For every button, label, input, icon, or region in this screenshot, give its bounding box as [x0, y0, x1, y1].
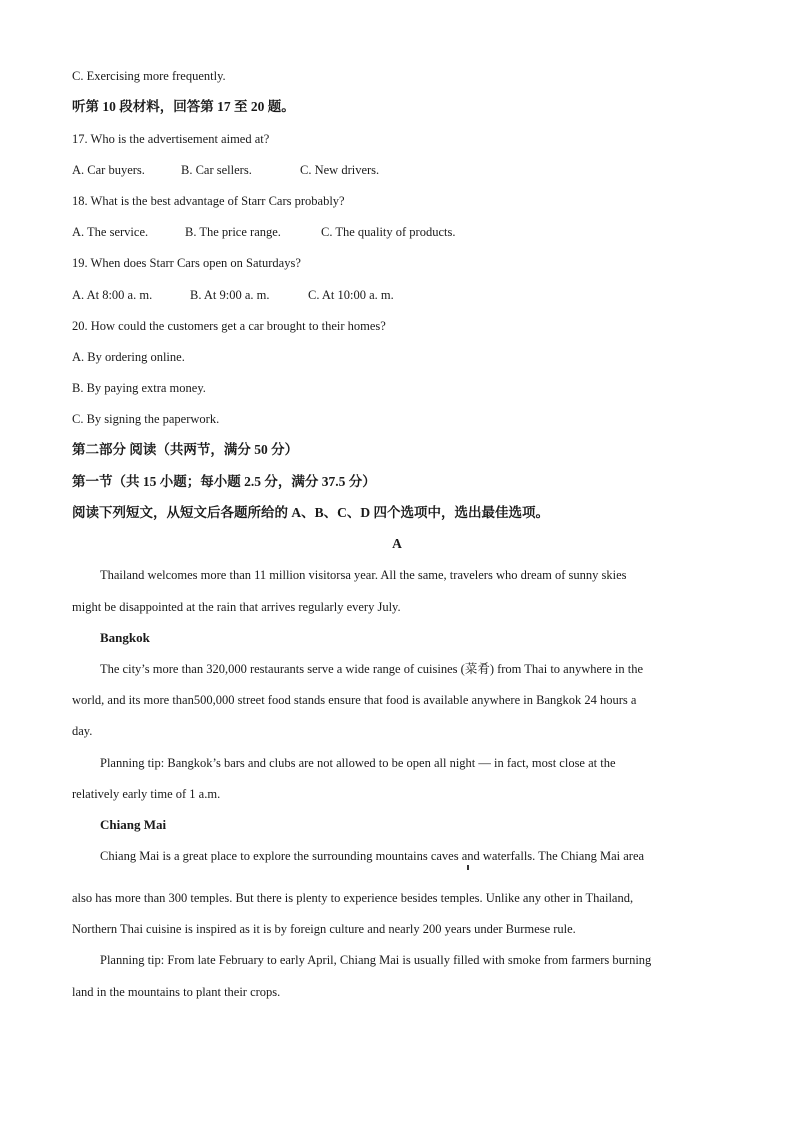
option-b: B. The price range.: [185, 225, 281, 239]
option-a: A. The service.: [72, 225, 149, 239]
question-20-option-a: A. By ordering online.: [72, 350, 185, 364]
paragraph-line: Planning tip: Bangkok’s bars and clubs are not allowed to be open all night — in fact, most close at the: [100, 756, 616, 770]
option-a: A. At 8:00 a. m.: [72, 288, 153, 302]
option-b: B. Car sellers.: [181, 163, 252, 177]
question-18: 18. What is the best advantage of Starr Cars probably?: [72, 194, 345, 208]
paragraph-line: Chiang Mai is a great place to explore the surrounding mountains caves and waterfalls. The Chiang Mai area: [100, 849, 645, 863]
paragraph-line: Planning tip: From late February to early April, Chiang Mai is usually filled with smoke from farmers burning: [100, 953, 652, 967]
option-c: C. New drivers.: [300, 163, 380, 177]
question-18-options: [72, 224, 718, 240]
paragraph-line: The city’s more than 320,000 restaurants serve a wide range of cuisines (菜肴) from Thai to anywhere in the: [100, 662, 644, 676]
option-c-line: C. Exercising more frequently.: [72, 69, 226, 83]
question-19: 19. When does Starr Cars open on Saturdays?: [72, 256, 301, 270]
section-one-heading: 第一节（共 15 小题；每小题 2.5 分，满分 37.5 分）: [72, 474, 376, 489]
option-b: B. At 9:00 a. m.: [190, 288, 270, 302]
paragraph-line: Northern Thai cuisine is inspired as it is by foreign culture and nearly 200 years under Burmese rule.: [72, 922, 576, 936]
option-c: C. The quality of products.: [321, 225, 456, 239]
heading-bangkok: Bangkok: [100, 630, 150, 645]
paragraph-line: relatively early time of 1 a.m.: [72, 787, 221, 801]
option-c: C. At 10:00 a. m.: [308, 288, 394, 302]
question-20: 20. How could the customers get a car brought to their homes?: [72, 319, 386, 333]
question-20-option-c: C. By signing the paperwork.: [72, 412, 220, 426]
option-a: A. Car buyers.: [72, 163, 145, 177]
passage-label: A: [392, 536, 402, 551]
listening-heading: 听第 10 段材料，回答第 17 至 20 题。: [72, 99, 295, 114]
question-17-options: [72, 162, 718, 178]
question-19-options: [72, 287, 718, 303]
paragraph-line: day.: [72, 724, 93, 738]
paragraph-line: land in the mountains to plant their crops.: [72, 985, 281, 999]
paragraph-line: also has more than 300 temples. But there is plenty to experience besides temples. Unlike any other in Thailand,: [72, 891, 634, 905]
question-20-option-b: B. By paying extra money.: [72, 381, 206, 395]
paragraph-line: Thailand welcomes more than 11 million visitorsa year. All the same, travelers who dream of sunny skies: [100, 568, 627, 582]
question-17: 17. Who is the advertisement aimed at?: [72, 132, 270, 146]
paragraph-line: might be disappointed at the rain that arrives regularly every July.: [72, 600, 401, 614]
comma-mark: [467, 865, 469, 870]
reading-instructions: 阅读下列短文，从短文后各题所给的 A、B、C、D 四个选项中，选出最佳选项。: [72, 505, 550, 520]
paragraph-line: world, and its more than500,000 street food stands ensure that food is available anywhere in Bangkok 24 hours a: [72, 693, 637, 707]
heading-chiang-mai: Chiang Mai: [100, 817, 167, 832]
part-two-heading: 第二部分 阅读（共两节，满分 50 分）: [72, 442, 299, 457]
